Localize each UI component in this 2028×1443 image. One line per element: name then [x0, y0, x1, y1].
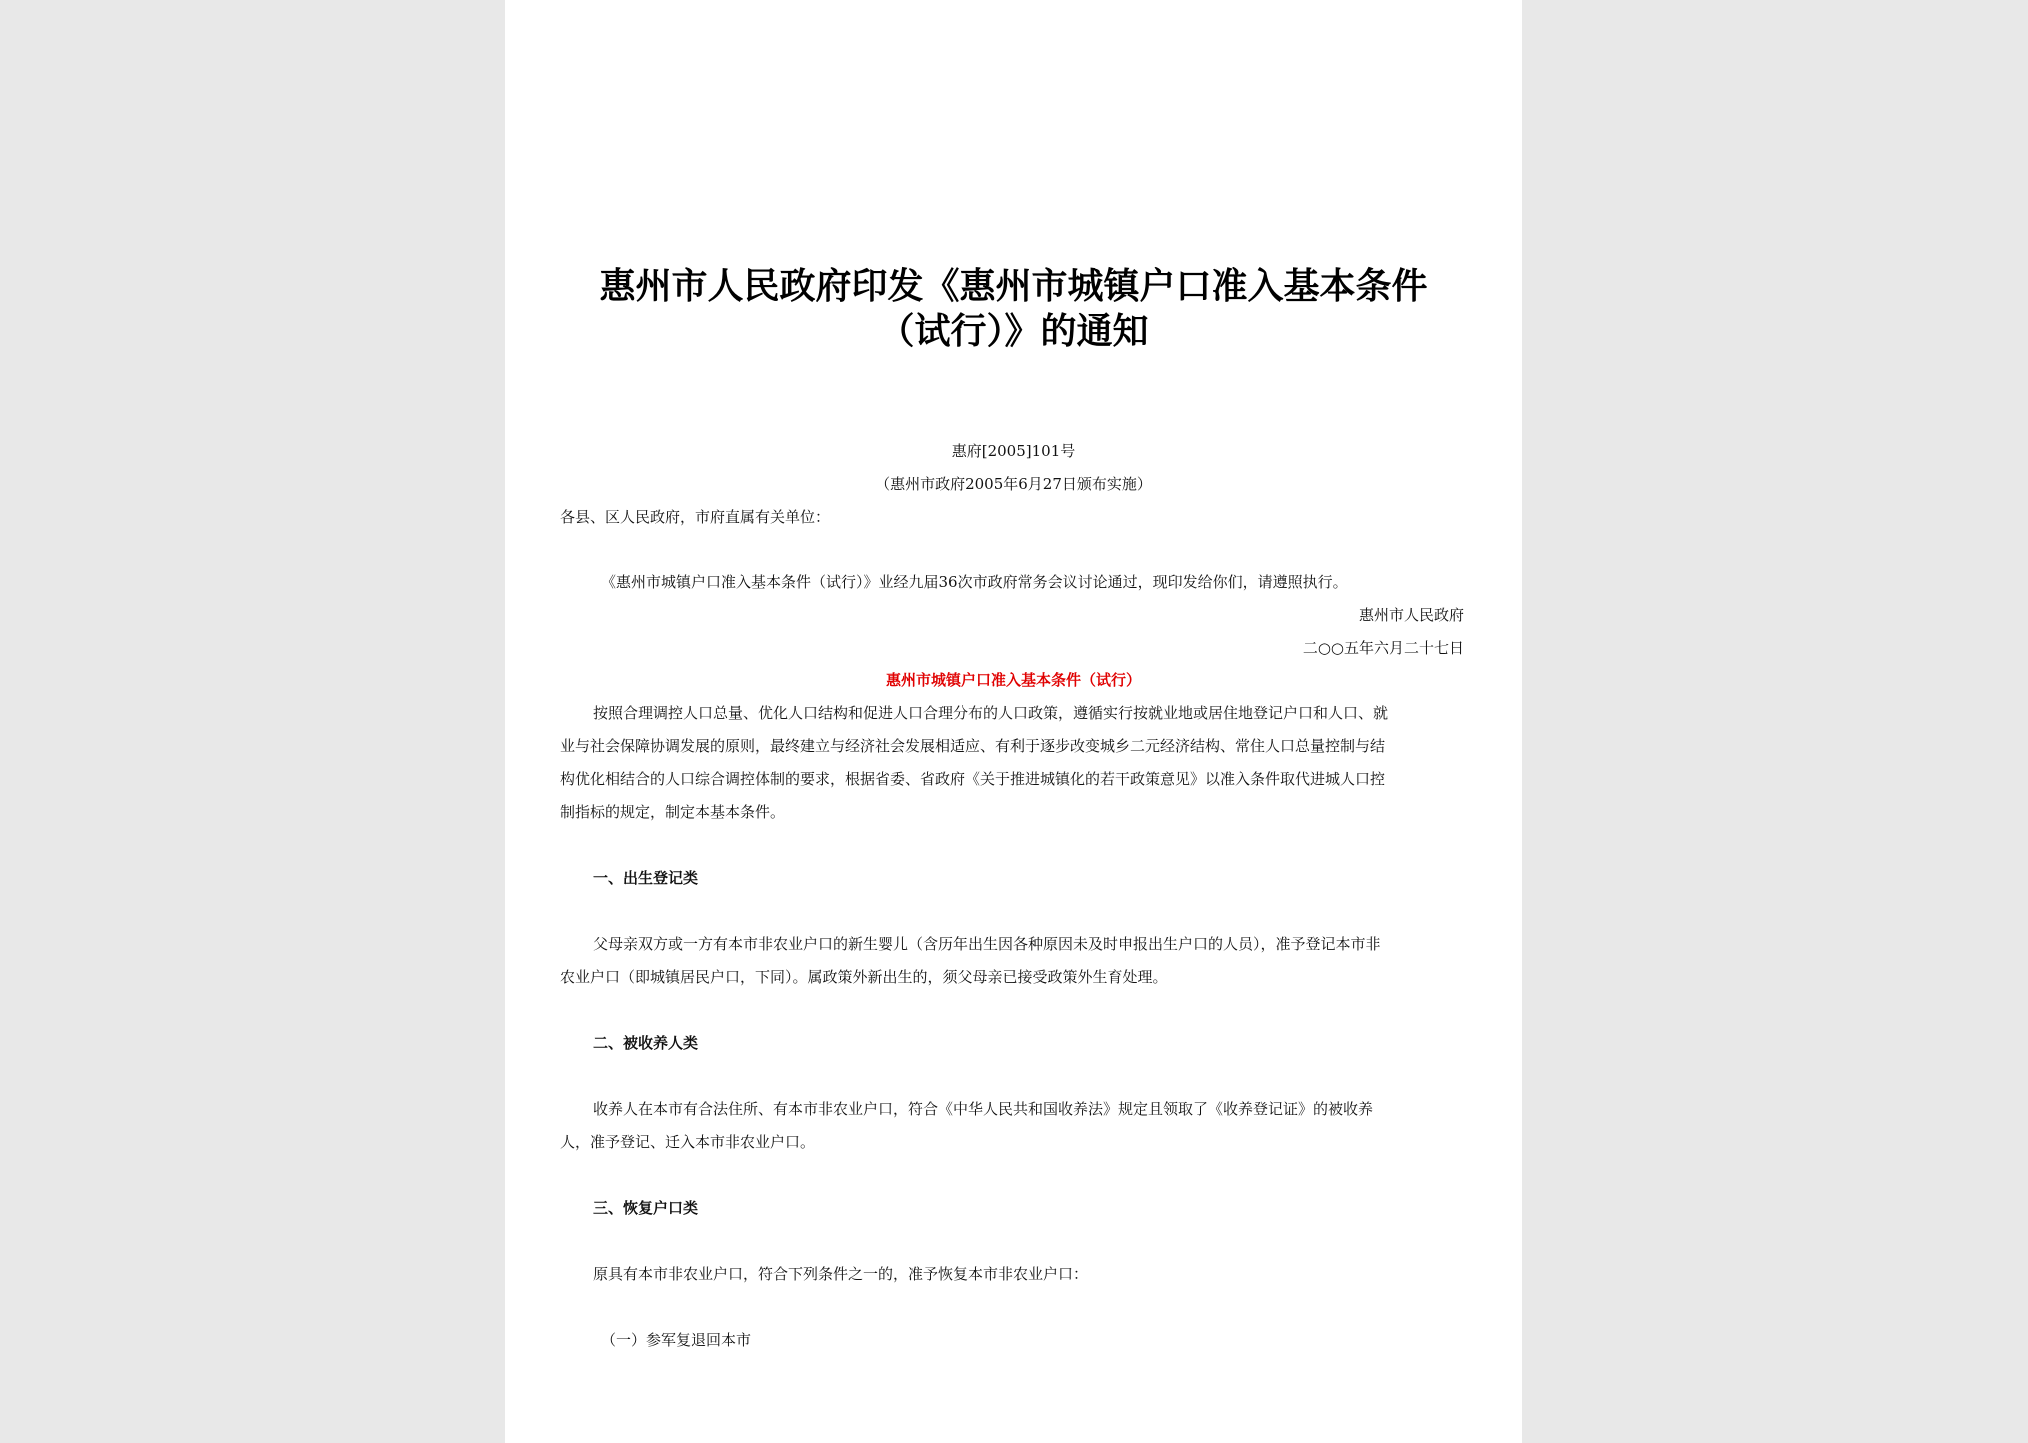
section-body-line: 人，准予登记、迁入本市非农业户口。 — [560, 1133, 816, 1151]
section-body-line: 农业户口（即城镇居民户口，下同）。属政策外新出生的，须父母亲已接受政策外生育处理。 — [560, 968, 1168, 986]
subitem: （一）参军复退回本市 — [601, 1331, 752, 1349]
preamble-line: 制指标的规定，制定本基本条件。 — [560, 803, 786, 821]
section-heading: 三、恢复户口类 — [593, 1199, 699, 1217]
promulgation-note: （惠州市政府2005年6月27日颁布实施） — [875, 475, 1152, 493]
attachment-title: 惠州市城镇户口准入基本条件（试行） — [885, 671, 1141, 689]
document-title-line-2: （试行）》的通知 — [878, 310, 1149, 352]
preamble-line: 业与社会保障协调发展的原则，最终建立与经济社会发展相适应、有利于逐步改变城乡二元经济结构、常住人口总量控制与结 — [560, 737, 1386, 755]
preamble-line: 构优化相结合的人口综合调控体制的要求，根据省委、省政府《关于推进城镇化的若干政策意见》以准入条件取代进城人口控 — [560, 770, 1386, 788]
section-body-line: 父母亲双方或一方有本市非农业户口的新生婴儿（含历年出生因各种原因未及时申报出生户口的人员），准予登记本市非 — [593, 935, 1381, 953]
document-page — [505, 0, 1522, 1443]
document-number: 惠府[2005]101号 — [951, 442, 1076, 460]
notice-body: 《惠州市城镇户口准入基本条件（试行）》业经九届36次市政府常务会议讨论通过，现印发给你们，请遵照执行。 — [601, 573, 1348, 591]
salutation: 各县、区人民政府，市府直属有关单位： — [560, 508, 831, 526]
section-heading: 二、被收养人类 — [593, 1034, 699, 1052]
issue-date: 二○○五年六月二十七日 — [1302, 639, 1464, 657]
section-heading: 一、出生登记类 — [593, 869, 699, 887]
section-body-line: 收养人在本市有合法住所、有本市非农业户口，符合《中华人民共和国收养法》规定且领取了《收养登记证》的被收养 — [593, 1100, 1374, 1118]
issuer: 惠州市人民政府 — [1358, 606, 1464, 624]
preamble-line: 按照合理调控人口总量、优化人口结构和促进人口合理分布的人口政策，遵循实行按就业地或居住地登记户口和人口、就 — [593, 704, 1389, 722]
document-title-line-1: 惠州市人民政府印发《惠州市城镇户口准入基本条件 — [599, 265, 1428, 307]
section-body-line: 原具有本市非农业户口，符合下列条件之一的，准予恢复本市非农业户口： — [593, 1265, 1089, 1283]
